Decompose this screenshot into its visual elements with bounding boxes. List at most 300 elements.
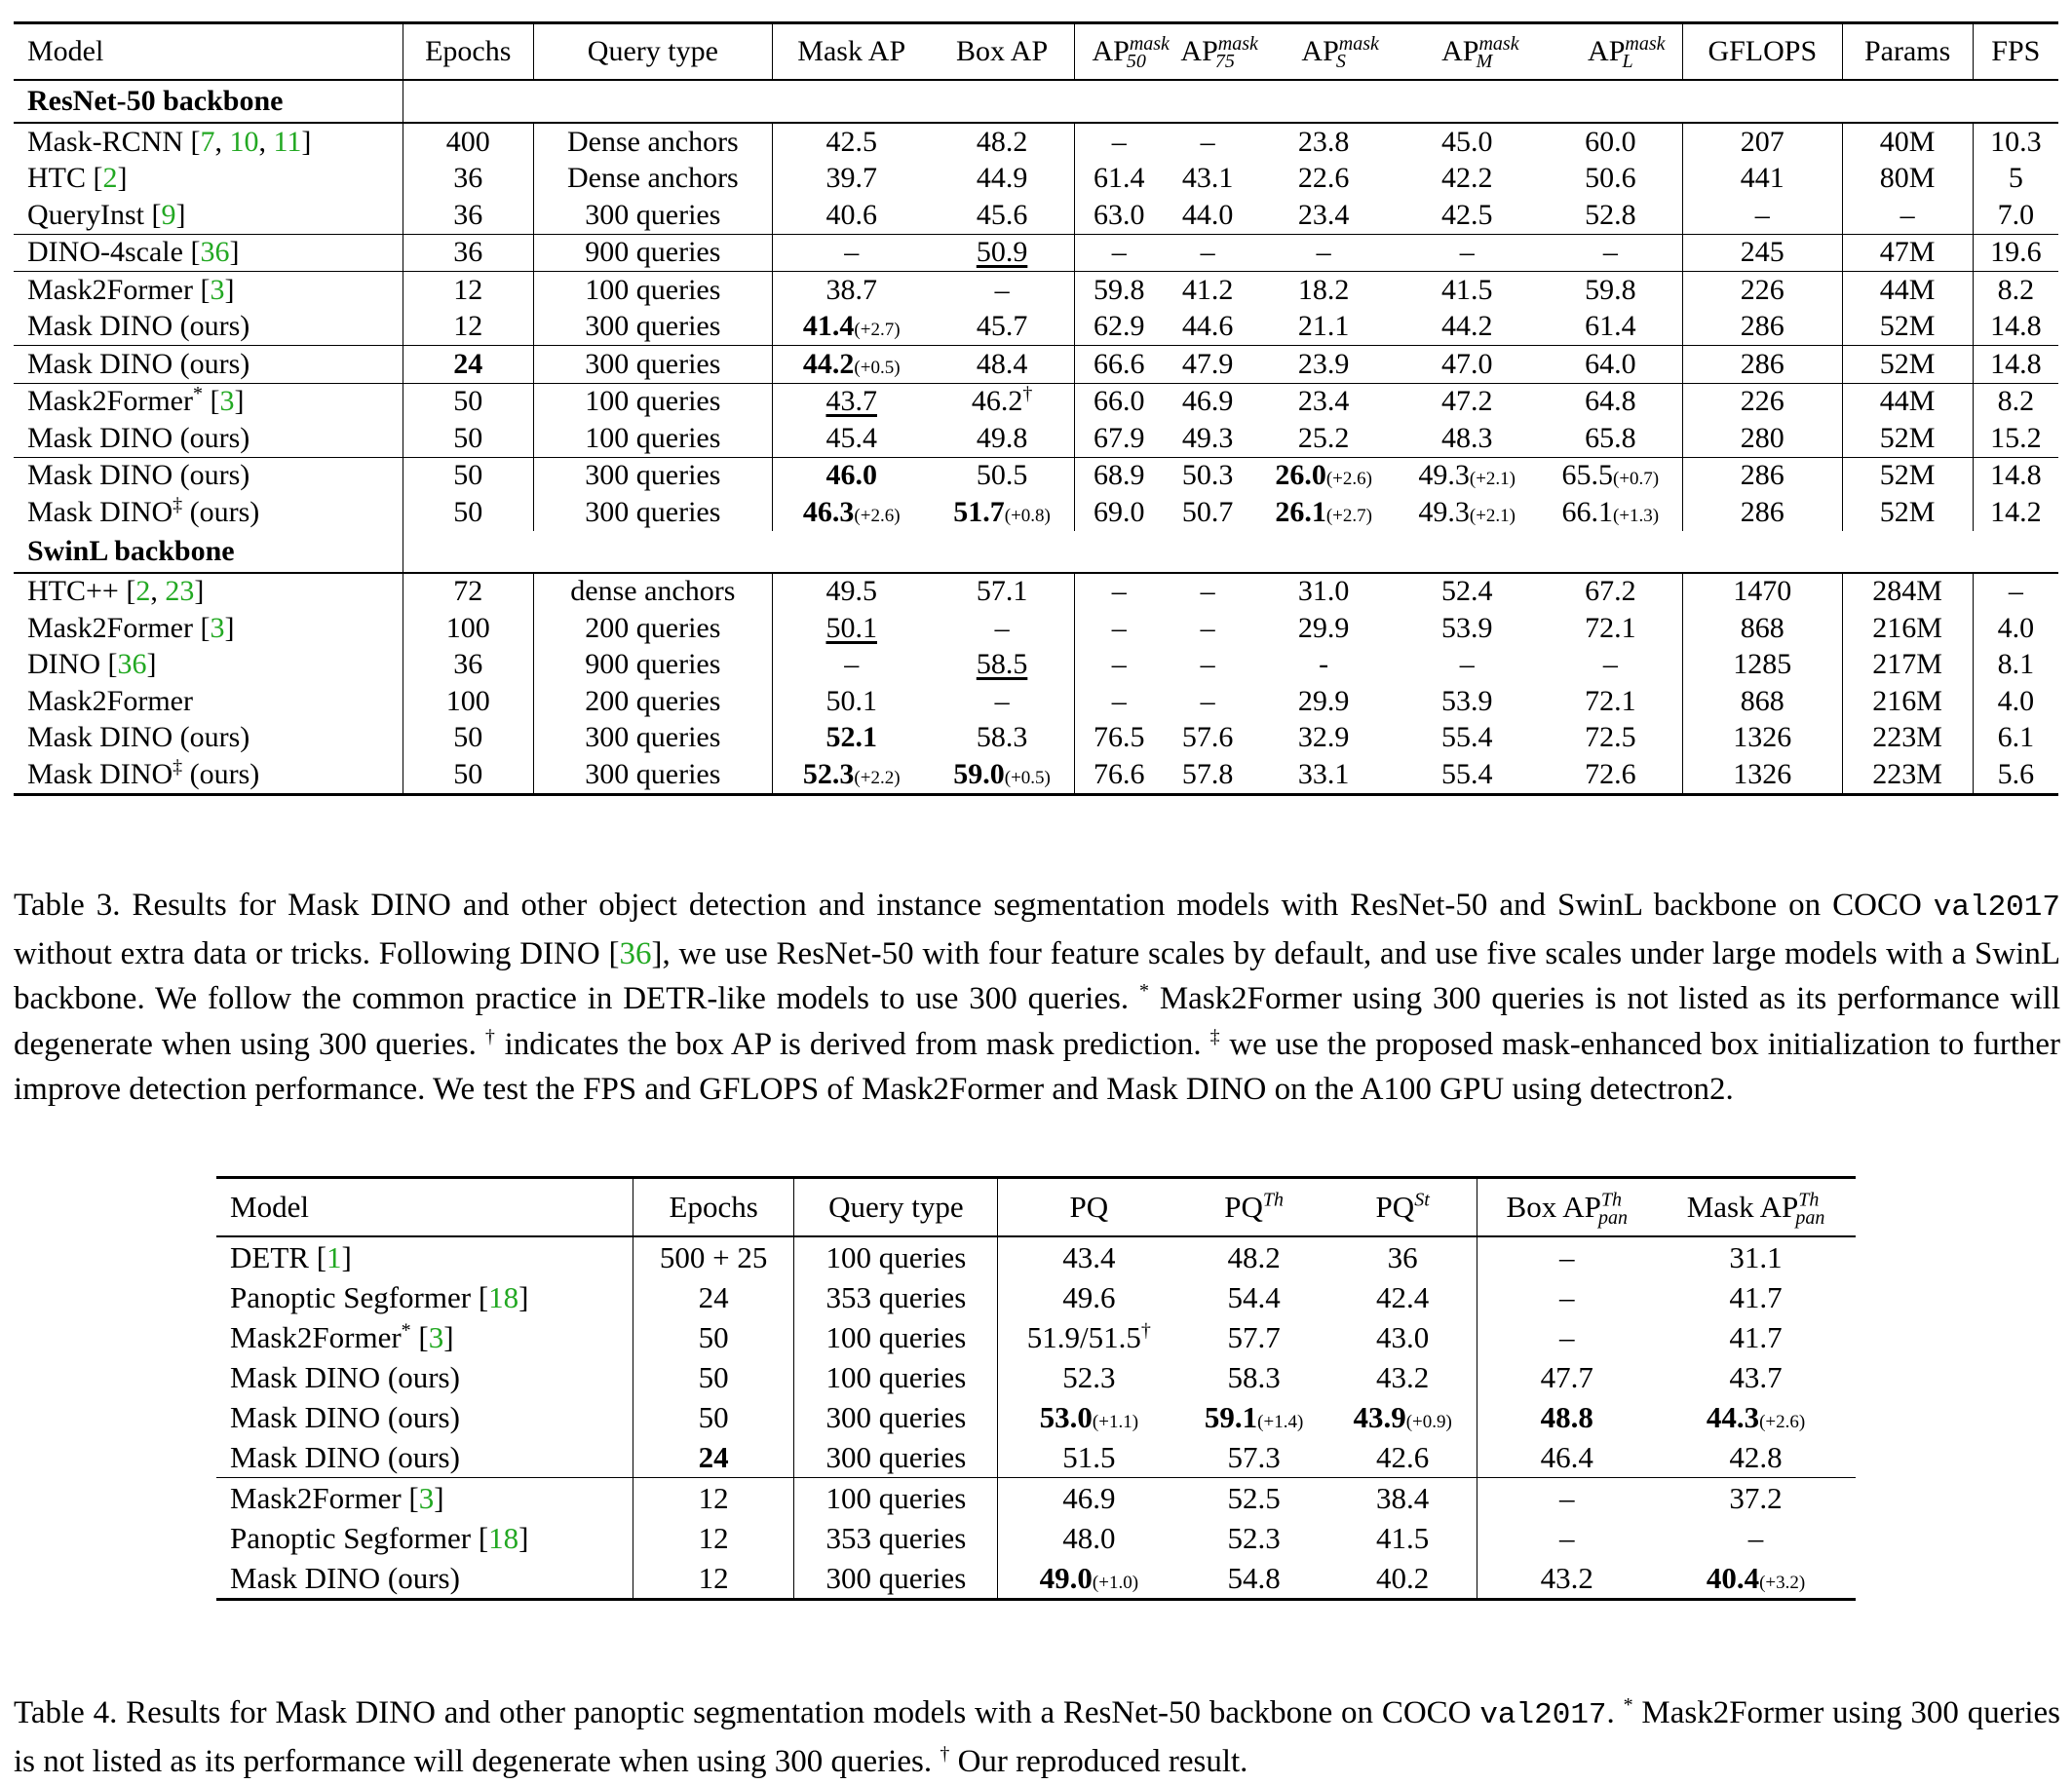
cell-mask_ap bbox=[772, 647, 930, 684]
cell-aps bbox=[1252, 756, 1396, 794]
cell-mask_ap bbox=[772, 457, 930, 494]
cell-value: 226 bbox=[1740, 385, 1784, 418]
cell-params bbox=[1842, 197, 1973, 234]
delta-value: (+2.2) bbox=[854, 767, 901, 788]
table-row bbox=[14, 346, 2058, 384]
cell-apl bbox=[1539, 123, 1683, 161]
model-name bbox=[216, 1357, 633, 1397]
cell-epochs bbox=[403, 383, 533, 420]
cell-value: 245 bbox=[1740, 236, 1784, 269]
cell-pq bbox=[998, 1518, 1180, 1558]
table-row bbox=[216, 1478, 1856, 1519]
table3-caption bbox=[14, 883, 2060, 1113]
cell-value: 41.7 bbox=[1729, 1319, 1783, 1354]
cell-box_ap bbox=[930, 683, 1074, 720]
cell-value: – bbox=[1200, 684, 1215, 717]
cell-apl bbox=[1539, 457, 1683, 494]
cell-gflops bbox=[1682, 197, 1842, 234]
cell-aps bbox=[1252, 610, 1396, 647]
caption-text: Table 4. Results for Mask DINO and other panoptic segmentation models with a ResNet-50 backbone on COCO bbox=[14, 1695, 1480, 1730]
cell-query bbox=[794, 1518, 998, 1558]
model-name: DETR [1] bbox=[216, 1236, 633, 1277]
cell-value: 24 bbox=[698, 1439, 729, 1474]
cell-value: 47.7 bbox=[1540, 1359, 1593, 1394]
cell-value: 40M bbox=[1879, 125, 1936, 158]
delta-value: (+2.1) bbox=[1469, 469, 1516, 490]
cell-box_ap bbox=[1477, 1397, 1656, 1437]
cell-epochs bbox=[403, 683, 533, 720]
cell-apm bbox=[1396, 756, 1539, 794]
cell-value: 42.8 bbox=[1729, 1439, 1783, 1474]
model-label: (ours) bbox=[182, 757, 260, 790]
cell-value: 22.6 bbox=[1297, 162, 1350, 195]
cell-value: 50 bbox=[698, 1359, 729, 1394]
citation-link[interactable]: 3 bbox=[210, 611, 225, 644]
cell-box_ap bbox=[930, 123, 1074, 161]
cell-value: 72.1 bbox=[1585, 684, 1636, 717]
model-label: Mask DINO bbox=[27, 757, 173, 790]
cell-gflops bbox=[1682, 494, 1842, 531]
cell-aps bbox=[1252, 720, 1396, 757]
citation-link[interactable]: 36 bbox=[200, 236, 230, 269]
cell-query bbox=[533, 610, 772, 647]
cell-value: 14.2 bbox=[1990, 495, 2042, 528]
cell-aps bbox=[1252, 161, 1396, 198]
cell-value: 216M bbox=[1872, 611, 1942, 644]
cell-value: – bbox=[1111, 611, 1127, 644]
cell-pqth bbox=[1179, 1518, 1327, 1558]
citation-link[interactable]: 11 bbox=[273, 125, 302, 158]
t4-h-pqst: $PQ^{St}$ bbox=[1328, 1178, 1477, 1237]
model-label: Mask DINO (ours) bbox=[230, 1560, 460, 1595]
cell-mask_ap bbox=[772, 234, 930, 272]
model-label: Mask2Former bbox=[27, 684, 193, 717]
cell-ap50 bbox=[1074, 720, 1164, 757]
cell-epochs bbox=[403, 573, 533, 611]
cell-query bbox=[533, 573, 772, 611]
cell-pqst bbox=[1328, 1236, 1477, 1277]
cell-value: 36 bbox=[453, 198, 483, 231]
delta-value: (+0.7) bbox=[1613, 469, 1660, 490]
citation-link[interactable]: 1 bbox=[326, 1239, 342, 1274]
cell-mask_ap bbox=[1656, 1277, 1856, 1317]
table3-header-row bbox=[14, 23, 2058, 81]
cell-value: 1285 bbox=[1733, 648, 1792, 681]
citation-link[interactable]: 3 bbox=[210, 273, 225, 306]
cell-epochs bbox=[403, 720, 533, 757]
cell-pqst bbox=[1328, 1277, 1477, 1317]
model-name bbox=[14, 309, 403, 346]
cell-value: 4.0 bbox=[1997, 684, 2035, 717]
cell-value: 52M bbox=[1879, 347, 1936, 380]
citation-link[interactable]: 3 bbox=[428, 1319, 444, 1354]
cell-params bbox=[1842, 383, 1973, 420]
cell-value: 46.9 bbox=[1062, 1480, 1116, 1515]
cell-value: 36 bbox=[453, 648, 483, 681]
cell-value: 39.7 bbox=[825, 162, 877, 195]
cell-value: 12 bbox=[453, 273, 483, 306]
cell-epochs bbox=[403, 272, 533, 309]
cell-value: 44.2 bbox=[802, 347, 855, 380]
cell-fps bbox=[1973, 309, 2058, 346]
cell-value: – bbox=[844, 648, 860, 681]
cell-value: 31.1 bbox=[1729, 1239, 1783, 1274]
cell-box_ap bbox=[930, 457, 1074, 494]
cell-params bbox=[1842, 756, 1973, 794]
cell-epochs bbox=[403, 346, 533, 384]
cell-epochs bbox=[633, 1558, 794, 1600]
cell-epochs bbox=[403, 234, 533, 272]
caption-text: indicates the box AP is derived from mask prediction. bbox=[495, 1026, 1210, 1062]
cell-value: 50.7 bbox=[1181, 495, 1234, 528]
t4-h-model: Model bbox=[216, 1178, 633, 1237]
cell-value: 49.0 bbox=[1039, 1560, 1093, 1595]
cell-value: 223M bbox=[1872, 757, 1942, 790]
table4 bbox=[216, 1176, 1856, 1601]
table-row bbox=[14, 309, 2058, 346]
citation-link[interactable]: 2 bbox=[135, 575, 151, 608]
cell-query bbox=[533, 647, 772, 684]
cell-fps bbox=[1973, 383, 2058, 420]
cell-value: 24 bbox=[453, 347, 483, 380]
cell-value: 23.8 bbox=[1297, 125, 1350, 158]
cell-value: 52.3 bbox=[802, 757, 855, 790]
cell-value: 44M bbox=[1879, 273, 1936, 306]
cell-value: 42.6 bbox=[1376, 1439, 1430, 1474]
cell-ap75 bbox=[1164, 610, 1252, 647]
cell-value: 44.0 bbox=[1181, 198, 1234, 231]
model-label: DINO bbox=[27, 648, 100, 681]
cell-query bbox=[533, 756, 772, 794]
cell-gflops bbox=[1682, 420, 1842, 457]
citation-link[interactable]: 3 bbox=[219, 385, 235, 418]
citation-link[interactable]: 10 bbox=[229, 125, 259, 158]
cell-value: 36 bbox=[453, 236, 483, 269]
cell-fps bbox=[1973, 647, 2058, 684]
cell-ap50 bbox=[1074, 494, 1164, 531]
cell-value: 59.8 bbox=[1093, 273, 1145, 306]
cell-value: 52M bbox=[1879, 495, 1936, 528]
table-row bbox=[14, 272, 2058, 309]
cell-ap75 bbox=[1164, 420, 1252, 457]
cell-value: 49.3 bbox=[1418, 495, 1470, 528]
cell-value: 100 bbox=[445, 684, 490, 717]
table-row bbox=[14, 123, 2058, 161]
t3-h-boxap: Box AP bbox=[930, 23, 1074, 81]
cell-value: 300 queries bbox=[825, 1439, 967, 1474]
cell-value: 14.8 bbox=[1990, 459, 2042, 492]
cell-params bbox=[1842, 123, 1973, 161]
cell-fps bbox=[1973, 610, 2058, 647]
cell-ap75 bbox=[1164, 234, 1252, 272]
cell-value: 52.8 bbox=[1585, 198, 1636, 231]
cell-gflops bbox=[1682, 234, 1842, 272]
cell-ap50 bbox=[1074, 756, 1164, 794]
model-label: Mask DINO (ours) bbox=[27, 721, 250, 754]
cell-value: – bbox=[1459, 648, 1475, 681]
model-name: Panoptic Segformer [18] bbox=[216, 1518, 633, 1558]
cell-fps bbox=[1973, 346, 2058, 384]
citation-link[interactable]: 36 bbox=[117, 648, 147, 681]
cell-value: 48.4 bbox=[976, 347, 1028, 380]
cell-value: 15.2 bbox=[1990, 421, 2042, 454]
cell-value: 51.5 bbox=[1062, 1439, 1116, 1474]
model-label: QueryInst bbox=[27, 198, 144, 231]
model-name: QueryInst [9] bbox=[14, 197, 403, 234]
model-name bbox=[14, 683, 403, 720]
cell-value: – bbox=[1200, 575, 1215, 608]
cell-value: 43.1 bbox=[1181, 162, 1234, 195]
delta-value: (+2.1) bbox=[1469, 505, 1516, 526]
cell-value: – bbox=[1559, 1480, 1575, 1515]
cell-value: 47M bbox=[1879, 236, 1936, 269]
cell-mask_ap bbox=[772, 610, 930, 647]
citation-link[interactable]: 7 bbox=[200, 125, 215, 158]
cell-value: 19.6 bbox=[1990, 236, 2042, 269]
cell-value: 8.2 bbox=[1997, 385, 2035, 418]
cell-epochs bbox=[633, 1518, 794, 1558]
delta-value: (+1.1) bbox=[1092, 1411, 1139, 1432]
cell-value: – bbox=[1316, 236, 1331, 269]
cell-value: 38.4 bbox=[1376, 1480, 1430, 1515]
cell-value: dense anchors bbox=[570, 575, 736, 608]
cell-value: 76.6 bbox=[1093, 757, 1145, 790]
cell-apl bbox=[1539, 494, 1683, 531]
cell-value: 32.9 bbox=[1297, 721, 1350, 754]
cell-value: 48.8 bbox=[1540, 1399, 1593, 1434]
cell-value: 50 bbox=[453, 459, 483, 492]
table-row bbox=[216, 1236, 1856, 1277]
cell-value: 42.5 bbox=[825, 125, 877, 158]
table-row bbox=[216, 1277, 1856, 1317]
cell-aps bbox=[1252, 420, 1396, 457]
citation-link[interactable]: 3 bbox=[418, 1480, 435, 1515]
t4-h-query: Query type bbox=[794, 1178, 998, 1237]
cell-value: 52.3 bbox=[1227, 1520, 1281, 1555]
cell-value: 216M bbox=[1872, 684, 1942, 717]
cell-value: Dense anchors bbox=[566, 162, 739, 195]
cell-value: 43.2 bbox=[1376, 1359, 1430, 1394]
cell-value: 66.1 bbox=[1561, 495, 1614, 528]
cell-params bbox=[1842, 647, 1973, 684]
cell-value: 25.2 bbox=[1297, 421, 1350, 454]
cell-value: 300 queries bbox=[585, 721, 721, 754]
cell-value: – bbox=[1559, 1520, 1575, 1555]
cell-pqth bbox=[1179, 1558, 1327, 1600]
model-label: Mask DINO (ours) bbox=[27, 459, 250, 492]
delta-value: (+2.6) bbox=[1759, 1411, 1806, 1432]
cell-value: – bbox=[1200, 611, 1215, 644]
cell-gflops bbox=[1682, 610, 1842, 647]
cell-value: 200 queries bbox=[585, 611, 721, 644]
cell-value: 100 queries bbox=[585, 385, 721, 418]
model-label: Mask DINO (ours) bbox=[27, 347, 250, 380]
cell-value: 38.7 bbox=[825, 273, 877, 306]
cell-query bbox=[533, 457, 772, 494]
cell-box_ap bbox=[930, 494, 1074, 531]
cell-value: 14.8 bbox=[1990, 310, 2042, 343]
cell-value: 53.0 bbox=[1039, 1399, 1093, 1434]
cell-value: 37.2 bbox=[1729, 1480, 1783, 1515]
cell-box_ap bbox=[930, 420, 1074, 457]
cell-value: 1326 bbox=[1733, 757, 1792, 790]
model-label: Mask2Former bbox=[27, 611, 193, 644]
cell-aps bbox=[1252, 683, 1396, 720]
cell-box_ap bbox=[930, 756, 1074, 794]
cell-value: 200 queries bbox=[585, 684, 721, 717]
cell-value: – bbox=[994, 684, 1010, 717]
cell-value: – bbox=[994, 273, 1010, 306]
cell-mask_ap bbox=[1656, 1437, 1856, 1478]
cell-value: 4.0 bbox=[1997, 611, 2035, 644]
cell-mask_ap bbox=[772, 420, 930, 457]
table-row bbox=[14, 234, 2058, 272]
cell-value: 42.4 bbox=[1376, 1279, 1430, 1314]
citation-link[interactable]: 18 bbox=[488, 1279, 519, 1314]
cell-ap50 bbox=[1074, 683, 1164, 720]
cell-ap75 bbox=[1164, 683, 1252, 720]
cell-value: 58.3 bbox=[976, 721, 1028, 754]
cell-epochs bbox=[403, 309, 533, 346]
cell-value: 47.2 bbox=[1440, 385, 1493, 418]
cell-aps bbox=[1252, 494, 1396, 531]
cell-value: 1326 bbox=[1733, 721, 1792, 754]
model-name: Mask-RCNN [7, 10, 11] bbox=[14, 123, 403, 161]
cell-mask_ap bbox=[772, 383, 930, 420]
cell-query bbox=[533, 309, 772, 346]
model-label: Panoptic Segformer bbox=[230, 1279, 472, 1314]
cell-value: 300 queries bbox=[825, 1399, 967, 1434]
cell-apl bbox=[1539, 573, 1683, 611]
cell-value: – bbox=[1111, 575, 1127, 608]
cell-value: 50.1 bbox=[825, 611, 877, 644]
cell-value: 217M bbox=[1872, 648, 1942, 681]
table-row bbox=[14, 610, 2058, 647]
model-label: Mask-RCNN bbox=[27, 125, 184, 158]
cell-value: 12 bbox=[698, 1560, 729, 1595]
cell-ap75 bbox=[1164, 383, 1252, 420]
cell-epochs bbox=[403, 197, 533, 234]
cell-apm bbox=[1396, 647, 1539, 684]
cell-apm bbox=[1396, 234, 1539, 272]
cell-value: 100 queries bbox=[585, 421, 721, 454]
cell-value: 50 bbox=[698, 1319, 729, 1354]
delta-value: (+0.5) bbox=[1004, 767, 1051, 788]
cell-mask_ap bbox=[1656, 1357, 1856, 1397]
cell-value: 41.5 bbox=[1376, 1520, 1430, 1555]
cell-epochs bbox=[403, 161, 533, 198]
cell-mask_ap bbox=[1656, 1478, 1856, 1519]
caption-text: ], we use ResNet-50 with four feature scales by default, and use five scales under large models with a SwinL backbone. We follow the common practice in DETR-like models to use 300 queries. bbox=[14, 935, 2061, 1016]
table3 bbox=[14, 21, 2058, 796]
cell-aps bbox=[1252, 123, 1396, 161]
cell-value: 1470 bbox=[1733, 575, 1792, 608]
cell-value: 12 bbox=[698, 1520, 729, 1555]
cell-aps bbox=[1252, 647, 1396, 684]
cell-fps bbox=[1973, 272, 2058, 309]
cell-value: 72.5 bbox=[1585, 721, 1636, 754]
cell-apl bbox=[1539, 197, 1683, 234]
citation-link[interactable]: 23 bbox=[165, 575, 195, 608]
cell-box_ap bbox=[930, 720, 1074, 757]
cell-fps bbox=[1973, 420, 2058, 457]
cell-mask_ap bbox=[772, 720, 930, 757]
cell-value: 8.1 bbox=[1997, 648, 2035, 681]
citation-link[interactable]: 36 bbox=[619, 935, 652, 971]
model-name: Panoptic Segformer [18] bbox=[216, 1277, 633, 1317]
cell-value: 286 bbox=[1740, 310, 1784, 343]
cell-value: 50 bbox=[698, 1399, 729, 1434]
cell-value: 47.0 bbox=[1440, 347, 1493, 380]
cell-params bbox=[1842, 272, 1973, 309]
caption-text: Mask2Former using 300 queries is not listed as its performance will degenerate when using 300 queries. bbox=[14, 1695, 2061, 1779]
model-label: Mask DINO bbox=[27, 495, 173, 528]
cell-mask_ap bbox=[772, 683, 930, 720]
t4-h-pqth: $PQ^{Th}$ bbox=[1224, 1189, 1284, 1224]
cell-value: 6.1 bbox=[1997, 721, 2035, 754]
table-row bbox=[14, 647, 2058, 684]
cell-value: 100 queries bbox=[585, 273, 721, 306]
footnote-mark: † bbox=[940, 1742, 950, 1765]
cell-pqth bbox=[1179, 1277, 1327, 1317]
cell-ap75 bbox=[1164, 457, 1252, 494]
cell-pqst bbox=[1328, 1397, 1477, 1437]
cell-mask_ap bbox=[772, 756, 930, 794]
cell-value: 223M bbox=[1872, 721, 1942, 754]
cell-mask_ap bbox=[772, 494, 930, 531]
cell-value: 50 bbox=[453, 757, 483, 790]
cell-value: 29.9 bbox=[1297, 611, 1350, 644]
t3-h-gflops: GFLOPS bbox=[1682, 23, 1842, 81]
cell-value: 226 bbox=[1740, 273, 1784, 306]
cell-apl bbox=[1539, 161, 1683, 198]
cell-value: 100 queries bbox=[825, 1480, 967, 1515]
footnote-mark: * bbox=[1138, 980, 1149, 1002]
cell-pqst bbox=[1328, 1357, 1477, 1397]
cell-value: 64.0 bbox=[1585, 347, 1636, 380]
cell-value: 100 queries bbox=[825, 1239, 967, 1274]
cell-query bbox=[794, 1478, 998, 1519]
model-name: Mask2Former* [3] bbox=[14, 383, 403, 420]
cell-value: 44.2 bbox=[1440, 310, 1493, 343]
cell-value: 280 bbox=[1740, 421, 1784, 454]
cell-epochs bbox=[633, 1357, 794, 1397]
cell-params bbox=[1842, 420, 1973, 457]
cell-value: 49.8 bbox=[976, 421, 1028, 454]
cell-epochs bbox=[403, 457, 533, 494]
table4-header-row bbox=[216, 1178, 1856, 1237]
cell-value: – bbox=[1559, 1279, 1575, 1314]
cell-box_ap bbox=[1477, 1357, 1656, 1397]
citation-link[interactable]: 9 bbox=[161, 198, 176, 231]
cell-value: 45.7 bbox=[976, 310, 1028, 343]
cell-mask_ap bbox=[772, 161, 930, 198]
cell-value: 66.6 bbox=[1093, 347, 1145, 380]
citation-link[interactable]: 18 bbox=[488, 1520, 519, 1555]
cell-value: 61.4 bbox=[1093, 162, 1145, 195]
cell-apm bbox=[1396, 197, 1539, 234]
cell-pqst bbox=[1328, 1478, 1477, 1519]
cell-value: – bbox=[1200, 236, 1215, 269]
cell-value: 43.4 bbox=[1062, 1239, 1116, 1274]
cell-value: 40.6 bbox=[825, 198, 877, 231]
cell-value: 50.9 bbox=[976, 236, 1028, 269]
cell-pqth bbox=[1179, 1317, 1327, 1357]
model-label: Panoptic Segformer bbox=[230, 1520, 472, 1555]
citation-link[interactable]: 2 bbox=[102, 162, 118, 195]
model-label: Mask DINO (ours) bbox=[230, 1359, 460, 1394]
cell-value: 50.1 bbox=[825, 684, 877, 717]
